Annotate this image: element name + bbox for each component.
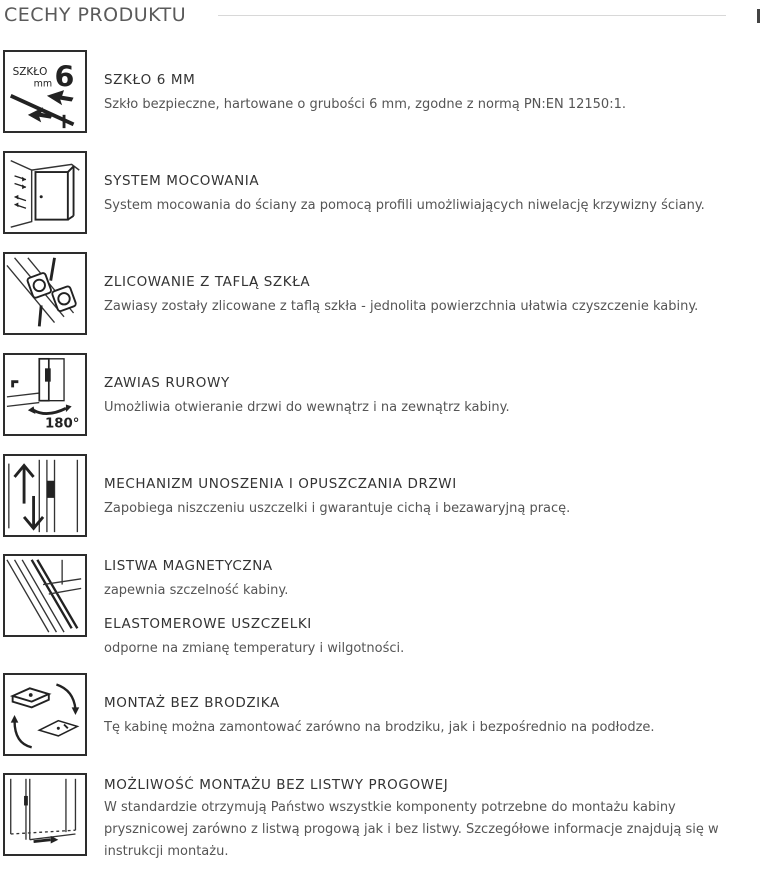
section-title: CECHY PRODUKTU xyxy=(4,4,187,26)
wall-mount-system-icon xyxy=(3,151,87,234)
feature-title: ZLICOWANIE Z TAFLĄ SZKŁA xyxy=(104,274,311,290)
feature-description: W standardzie otrzymują Państwo wszystkie komponenty potrzebne do montażu kabiny prysznicowej zarówno z listwą progową jak i bez listwy. Szczegółowe informacje znajdują się w instrukcji montażu. xyxy=(104,800,719,859)
feature-title: SZKŁO 6 MM xyxy=(104,72,196,88)
feature-description: zapewnia szczelność kabiny. xyxy=(104,583,289,598)
lift-door-icon xyxy=(3,454,87,537)
feature-title: LISTWA MAGNETYCZNA xyxy=(104,558,273,574)
feature-description-secondary: odporne na zmianę temperatury i wilgotności. xyxy=(104,641,405,656)
feature-description: Zawiasy zostały zlicowane z taflą szkła - jednolita powierzchnia ułatwia czyszczenie kabiny. xyxy=(104,299,699,314)
feature-title: MONTAŻ BEZ BRODZIKA xyxy=(104,695,280,711)
feature-description: Umożliwia otwieranie drzwi do wewnątrz i na zewnątrz kabiny. xyxy=(104,400,510,415)
icon-text-szklo: SZKŁO xyxy=(12,65,48,78)
icon-text-six: 6 xyxy=(54,59,75,94)
magnetic-strip-icon xyxy=(3,554,87,637)
feature-description: System mocowania do ściany za pomocą profili umożliwiających niwelację krzywizny ściany. xyxy=(104,198,705,213)
feature-title-secondary: ELASTOMEROWE USZCZELKI xyxy=(104,616,312,632)
feature-description: Tę kabinę można zamontować zarówno na brodziku, jak i bezpośrednio na podłodze. xyxy=(104,720,655,735)
icon-text-mm: mm xyxy=(33,78,53,90)
feature-description: Zapobiega niszczeniu uszczelki i gwarantuje cichą i bezawaryjną pracę. xyxy=(104,501,571,516)
no-threshold-icon xyxy=(3,773,87,856)
flush-hinge-icon xyxy=(3,252,87,335)
no-tray-mount-icon xyxy=(3,673,87,756)
section-header xyxy=(4,4,760,30)
feature-title: ZAWIAS RUROWY xyxy=(104,375,230,391)
glass-thickness-icon xyxy=(3,50,87,133)
feature-title: SYSTEM MOCOWANIA xyxy=(104,173,260,189)
header-divider xyxy=(218,15,726,16)
icon-text-degrees: 180° xyxy=(45,416,80,432)
feature-title: MOŻLIWOŚĆ MONTAŻU BEZ LISTWY PROGOWEJ xyxy=(104,777,449,793)
feature-description: Szkło bezpieczne, hartowane o grubości 6 mm, zgodne z normą PN:EN 12150:1. xyxy=(104,97,626,112)
feature-title: MECHANIZM UNOSZENIA I OPUSZCZANIA DRZWI xyxy=(104,476,457,492)
tube-hinge-icon xyxy=(3,353,87,436)
